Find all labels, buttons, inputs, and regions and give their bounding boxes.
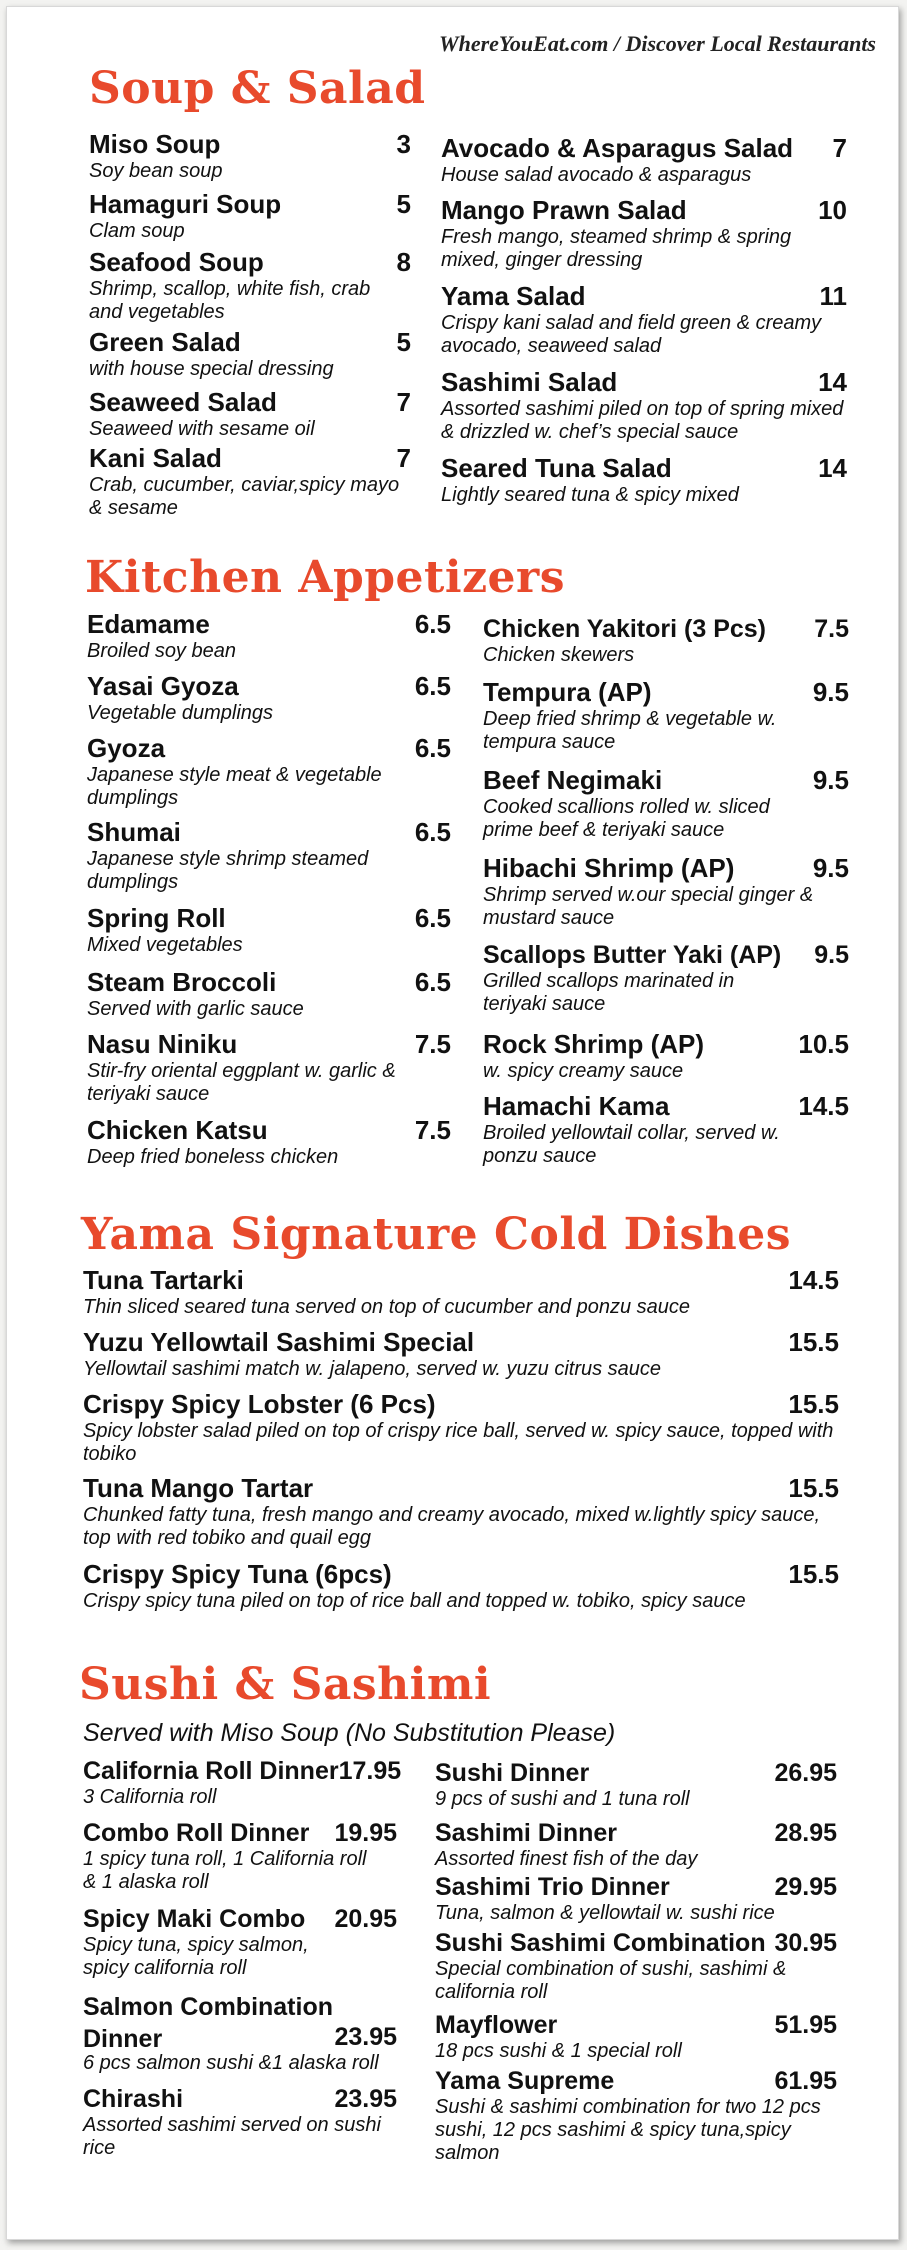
- item-name: Sashimi Salad: [441, 367, 618, 397]
- item-price: 14: [818, 367, 847, 397]
- menu-item: [435, 1929, 837, 2004]
- item-price: 9.5: [812, 765, 849, 795]
- item-desc: Chunked fatty tuna, fresh mango and creamy avocado, mixed w.lightly spicy sauce, top with red tobiko and quail egg: [83, 1504, 821, 1549]
- item-price: 15.5: [788, 1473, 839, 1503]
- item-price: 23.95: [334, 2085, 397, 2113]
- item-name: Seaweed Salad: [89, 387, 277, 417]
- item-price: 15.5: [788, 1327, 839, 1357]
- item-price: 11: [819, 281, 847, 311]
- item-desc: Yellowtail sashimi match w. jalapeno, served w. yuzu citrus sauce: [83, 1358, 662, 1380]
- item-desc: Japanese style shrimp steamed dumplings: [87, 848, 369, 893]
- item-desc: Served with garlic sauce: [87, 998, 304, 1020]
- item-price: 6.5: [414, 671, 451, 701]
- menu-item: [483, 1091, 849, 1168]
- menu-item: [441, 195, 847, 272]
- item-price: 8: [396, 247, 411, 277]
- item-name: Chicken Katsu: [87, 1115, 268, 1145]
- item-name: Edamame: [87, 609, 210, 639]
- item-name: Rock Shrimp (AP): [483, 1029, 705, 1059]
- item-desc: Broiled soy bean: [87, 640, 236, 662]
- item-price: 14: [818, 453, 847, 483]
- item-desc: Chicken skewers: [483, 644, 635, 666]
- menu-item: [435, 1759, 837, 1811]
- item-desc: Lightly seared tuna & spicy mixed: [441, 484, 739, 506]
- item-price: 6.5: [414, 967, 451, 997]
- item-price: 5: [396, 189, 411, 219]
- item-desc: Fresh mango, steamed shrimp & spring mixed, ginger dressing: [441, 226, 792, 271]
- item-desc: Assorted finest fish of the day: [435, 1848, 698, 1870]
- item-name: Crispy Spicy Tuna (6pcs): [83, 1559, 392, 1589]
- item-name: Kani Salad: [89, 443, 222, 473]
- menu-item: [441, 133, 847, 187]
- item-price: 10.5: [798, 1029, 849, 1059]
- menu-item: [87, 671, 451, 725]
- item-price: 6.5: [414, 609, 451, 639]
- item-price: 7: [832, 133, 847, 163]
- menu-item: [89, 189, 411, 243]
- menu-item: [87, 903, 451, 957]
- item-desc: Cooked scallions rolled w. sliced prime beef & teriyaki sauce: [483, 796, 770, 841]
- menu-item: [83, 1819, 397, 1894]
- item-price: 15.5: [788, 1559, 839, 1589]
- menu-item: [87, 817, 451, 894]
- menu-item: [83, 1389, 839, 1466]
- menu-item: [435, 2067, 837, 2165]
- item-desc: with house special dressing: [89, 358, 334, 380]
- menu-item: [87, 1029, 451, 1106]
- item-name: California Roll Dinner: [83, 1757, 339, 1785]
- item-price: 51.95: [774, 2011, 837, 2039]
- item-name: Yuzu Yellowtail Sashimi Special: [83, 1327, 475, 1357]
- item-desc: Special combination of sushi, sashimi & california roll: [435, 1958, 787, 2003]
- item-name: Seared Tuna Salad: [441, 453, 672, 483]
- item-name: Nasu Niniku: [87, 1029, 238, 1059]
- item-desc: Crispy kani salad and field green & creamy avocado, seaweed salad: [441, 312, 822, 357]
- menu-item: [89, 387, 411, 441]
- item-desc: 3 California roll: [83, 1786, 217, 1808]
- item-name: Sashimi Trio Dinner: [435, 1873, 670, 1901]
- item-desc: Deep fried shrimp & vegetable w. tempura sauce: [483, 708, 777, 753]
- item-name: Miso Soup: [89, 129, 221, 159]
- item-name: Gyoza: [87, 733, 166, 763]
- item-desc: Sushi & sashimi combination for two 12 pcs sushi, 12 pcs sashimi & spicy tuna,spicy salmon: [435, 2096, 821, 2164]
- item-desc: 18 pcs sushi & 1 special roll: [435, 2040, 682, 2062]
- item-desc: Spicy tuna, spicy salmon, spicy california roll: [83, 1934, 309, 1979]
- item-price: 7.5: [814, 615, 849, 643]
- menu-item: [87, 1115, 451, 1169]
- menu-item: [441, 453, 847, 507]
- item-desc: Deep fried boneless chicken: [87, 1146, 339, 1168]
- item-name: Sushi Dinner: [435, 1759, 590, 1787]
- item-desc: Seaweed with sesame oil: [89, 418, 315, 440]
- item-price: 9.5: [812, 853, 849, 883]
- item-desc: Shrimp served w.our special ginger & mustard sauce: [483, 884, 814, 929]
- item-name: Hibachi Shrimp (AP): [483, 853, 735, 883]
- menu-page: [6, 6, 899, 2240]
- item-desc: Crab, cucumber, caviar,spicy mayo & sesame: [89, 474, 400, 519]
- item-desc: 6 pcs salmon sushi &1 alaska roll: [83, 2052, 379, 2074]
- item-desc: 9 pcs of sushi and 1 tuna roll: [435, 1788, 690, 1810]
- menu-item: [435, 2011, 837, 2063]
- item-price: 14.5: [798, 1091, 849, 1121]
- section-title-soup-salad: Soup & Salad: [89, 63, 426, 114]
- menu-item: [87, 733, 451, 810]
- item-name: Hamachi Kama: [483, 1091, 670, 1121]
- menu-item: [435, 1819, 837, 1871]
- item-desc: Crispy spicy tuna piled on top of rice ball and topped w. tobiko, spicy sauce: [83, 1590, 746, 1612]
- item-price: 3: [396, 129, 411, 159]
- item-name: Steam Broccoli: [87, 967, 277, 997]
- menu-item: [483, 765, 849, 842]
- item-desc: Shrimp, scallop, white fish, crab and vegetables: [89, 278, 371, 323]
- item-price: 7.5: [414, 1115, 451, 1145]
- item-name: Avocado & Asparagus Salad: [441, 133, 794, 163]
- section-subtitle: Served with Miso Soup (No Substitution Please): [83, 1719, 616, 1747]
- menu-item: [483, 1029, 849, 1083]
- item-price: 17.95: [338, 1757, 402, 1785]
- item-name: Chirashi: [83, 2085, 184, 2113]
- item-price: 9.5: [812, 677, 849, 707]
- item-name: Sashimi Dinner: [435, 1819, 617, 1847]
- item-desc: 1 spicy tuna roll, 1 California roll & 1 alaska roll: [83, 1848, 367, 1893]
- menu-item: [83, 1991, 397, 2075]
- item-name: Beef Negimaki: [483, 765, 663, 795]
- menu-item: [89, 129, 411, 183]
- item-price: 6.5: [414, 903, 451, 933]
- item-desc: Clam soup: [89, 220, 185, 242]
- menu-item: [483, 677, 849, 754]
- menu-item: [83, 1327, 839, 1381]
- item-name: Tuna Mango Tartar: [83, 1473, 314, 1503]
- menu-item: [483, 615, 849, 667]
- item-desc: Japanese style meat & vegetable dumplings: [87, 764, 382, 809]
- item-price: 14.5: [788, 1265, 839, 1295]
- item-name: Green Salad: [89, 327, 241, 357]
- item-name: Hamaguri Soup: [89, 189, 282, 219]
- item-price: 5: [396, 327, 411, 357]
- menu-item: [87, 609, 451, 663]
- menu-item: [441, 281, 847, 358]
- item-price: 7.5: [414, 1029, 451, 1059]
- item-name: Shumai: [87, 817, 181, 847]
- menu-item: [83, 1757, 402, 1809]
- menu-item: [87, 967, 451, 1021]
- item-name: Yama Salad: [441, 281, 586, 311]
- item-price: 61.95: [774, 2067, 837, 2095]
- menu-item: [89, 443, 411, 520]
- item-price: 19.95: [334, 1819, 397, 1847]
- item-desc: Stir-fry oriental eggplant w. garlic & teriyaki sauce: [87, 1060, 396, 1105]
- menu-item: [441, 367, 847, 444]
- item-desc: House salad avocado & asparagus: [441, 164, 752, 186]
- item-desc: Vegetable dumplings: [87, 702, 274, 724]
- item-price: 7: [396, 387, 411, 417]
- menu-item: [483, 853, 849, 930]
- item-name: Salmon Combination Dinner: [83, 1993, 333, 2053]
- site-watermark: WhereYouEat.com / Discover Local Restaurants: [439, 31, 876, 56]
- menu-item: [435, 1873, 837, 1925]
- item-name: Mayflower: [435, 2011, 558, 2039]
- item-name: Seafood Soup: [89, 247, 264, 277]
- item-name: Spicy Maki Combo: [83, 1905, 306, 1933]
- item-price: 9.5: [814, 941, 849, 969]
- menu-item: [83, 1473, 839, 1550]
- item-name: Combo Roll Dinner: [83, 1819, 310, 1847]
- item-price: 6.5: [414, 733, 451, 763]
- menu-item: [83, 1559, 839, 1613]
- item-desc: Assorted sashimi served on sushi rice: [83, 2114, 381, 2159]
- item-desc: Assorted sashimi piled on top of spring mixed & drizzled w. chef’s special sauce: [441, 398, 844, 443]
- item-price: 15.5: [788, 1389, 839, 1419]
- item-name: Tuna Tartarki: [83, 1265, 244, 1295]
- item-desc: Grilled scallops marinated in teriyaki sauce: [483, 970, 735, 1015]
- item-desc: Tuna, salmon & yellowtail w. sushi rice: [435, 1902, 775, 1924]
- item-price: 28.95: [774, 1819, 837, 1847]
- menu-item: [89, 247, 411, 324]
- item-name: Chicken Yakitori (3 Pcs): [483, 615, 766, 643]
- menu-item: [483, 941, 849, 1016]
- item-name: Yasai Gyoza: [87, 671, 239, 701]
- item-desc: Thin sliced seared tuna served on top of cucumber and ponzu sauce: [83, 1296, 691, 1318]
- item-desc: Soy bean soup: [89, 160, 223, 182]
- item-price: 10: [818, 195, 847, 225]
- item-name: Tempura (AP): [483, 677, 652, 707]
- item-price: 20.95: [334, 1905, 397, 1933]
- item-desc: Spicy lobster salad piled on top of crispy rice ball, served w. spicy sauce, topped with tobiko: [83, 1420, 834, 1465]
- item-price: 26.95: [774, 1759, 837, 1787]
- item-desc: w. spicy creamy sauce: [483, 1060, 684, 1082]
- menu-item: [89, 327, 411, 381]
- item-desc: Broiled yellowtail collar, served w. ponzu sauce: [483, 1122, 780, 1167]
- item-name: Yama Supreme: [435, 2067, 615, 2095]
- item-name: Sushi Sashimi Combination: [435, 1929, 766, 1957]
- section-title-signature-cold-dishes: Yama Signature Cold Dishes: [81, 1209, 792, 1260]
- item-name: Spring Roll: [87, 903, 226, 933]
- menu-item: [83, 1265, 839, 1319]
- item-name: Crispy Spicy Lobster (6 Pcs): [83, 1389, 436, 1419]
- item-price: 6.5: [414, 817, 451, 847]
- menu-item: [83, 2085, 397, 2160]
- item-price: 30.95: [774, 1929, 837, 1957]
- item-name: Scallops Butter Yaki (AP): [483, 941, 782, 969]
- item-price: 23.95: [334, 2023, 397, 2051]
- item-desc: Mixed vegetables: [87, 934, 243, 956]
- menu-item: [83, 1905, 397, 1980]
- section-title-kitchen-appetizers: Kitchen Appetizers: [85, 552, 566, 603]
- item-price: 7: [396, 443, 411, 473]
- item-price: 29.95: [774, 1873, 837, 1901]
- item-name: Mango Prawn Salad: [441, 195, 687, 225]
- section-title-sushi-sashimi: Sushi & Sashimi: [79, 1659, 492, 1710]
